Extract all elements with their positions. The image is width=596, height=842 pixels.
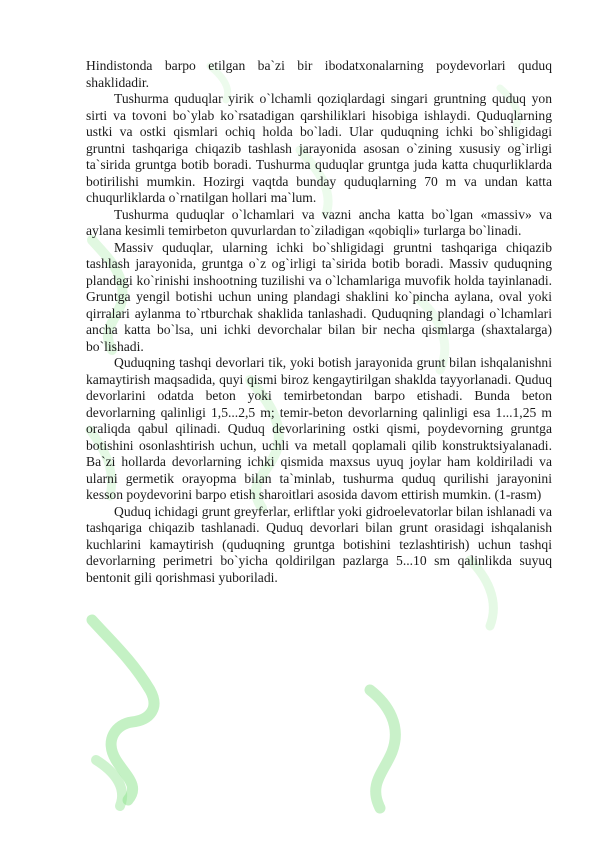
paragraph-1: Hindistonda barpo etilgan ba`zi bir ibodatxonalarning poydevorlari quduq shaklidadir. [86,58,552,90]
paragraph-3: Tushurma quduqlar o`lchamlari va vazni ancha katta bo`lgan «massiv» va aylana kesimli temirbeton quvurlardan to`ziladigan «qobiqli» turlarga bo`linadi. [86,206,552,238]
body-text [86,58,552,586]
paragraph-2: Tushurma quduqlar yirik o`lchamli qoziqlardagi singari gruntning quduq yon sirti va tovoni bo`ylab ko`rsatadigan qarshiliklari hisobiga ishlaydi. Quduqlarning ustki va ostki qismlari ochiq holda bo`ladi. Ular quduqning ichki bo`shligidagi gruntni tashqariga chiqazib tashlash jarayonida asosan o`zining xususiy og`irligi ta`sirida gruntga botib boradi. Tushurma quduqlar gruntga juda katta chuqurliklarda botirilishi mumkin. Hozirgi vaqtda bunday quduqlarning 70 m va undan katta chuqurliklarda o`rnatilgan hollari ma`lum. [86,91,552,205]
paragraph-4: Massiv quduqlar, ularning ichki bo`shligidagi gruntni tashqariga chiqazib tashlash jarayonida, gruntga o`z og`irligi ta`sirida botib boradi. Massiv quduqning plandagi ko`rinishi inshootning tuzilishi va o`lchamlariga muvofik holda tayinlanadi. Gruntga yengil botishi uchun uning plandagi shaklini ko`pincha aylana, oval yoki qirralari aylanma to`rtburchak shaklida tanlashadi. Quduqning plandagi o`lchamlari ancha katta bo`lsa, uni ichki devorchalar bilan bir necha qismlarga (shaxtalarga) bo`lishadi. [86,239,552,354]
paragraph-6: Quduq ichidagi grunt greyferlar, erliftlar yoki gidroelevatorlar bilan ishlanadi va tashqariga chiqazib tashlanadi. Quduq devorlari bilan grunt orasidagi ishqalanish kuchlarini kamaytirish (quduqning gruntga botishini tezlashtirish) uchun tashqi devorlarning perimetri bo`yicha qoldirilgan pazlarga 5...10 sm qalinlikda suyuq bentonit gili qorishmasi yuboriladi. [86,503,552,585]
paragraph-5: Quduqning tashqi devorlari tik, yoki botish jarayonida grunt bilan ishqalanishni kamaytirish maqsadida, quyi qismi biroz kengaytirilgan shaklda tayyorlanadi. Quduq devorlarini odatda beton yoki temirbetondan barpo etishadi. Bunda beton devorlarning qalinligi 1,5...2,5 m; temir-beton devorlarning qalinligi esa 1...1,25 m oraliqda qabul qilinadi. Quduq devorlarining ostki qismi, poydevorning gruntga botishini osonlashtirish uchun, uchli va metall qoplamali qilib konstruktsiyalanadi. Ba`zi hollarda devorlarning ichki qismida maxsus uyuq joylar ham koldiriladi va ularni germetik orayopma bilan ta`minlab, tushurma quduq qurilishi jarayonini kesson poydevorini barpo etish sharoitlari asosida davom ettirish mumkin. (1-rasm) [86,355,552,502]
